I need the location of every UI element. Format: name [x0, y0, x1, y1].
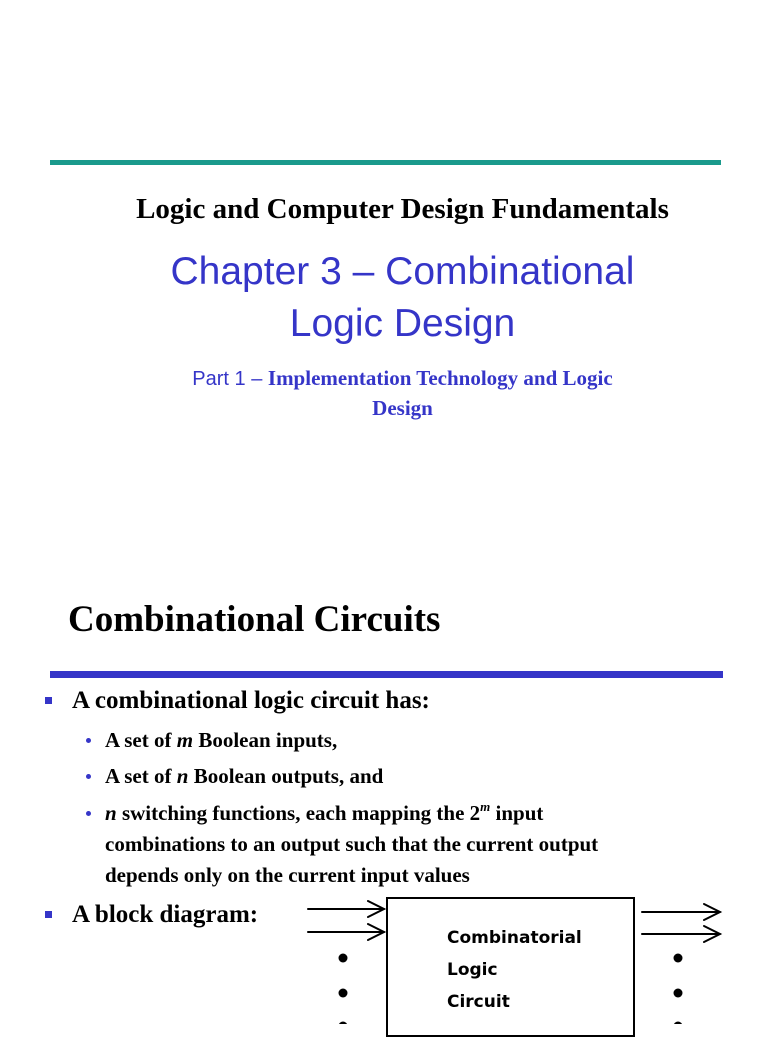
sub-bullet-item	[105, 761, 383, 791]
sub-bullet-item	[105, 798, 543, 828]
round-bullet-icon	[86, 774, 91, 779]
chapter-title	[0, 246, 768, 350]
combinatorial-logic-block	[386, 897, 635, 1037]
variable-m: m	[176, 728, 194, 752]
sub-bullet-text: Boolean inputs,	[193, 728, 338, 752]
sub-bullet-continuation: combinations to an output such that the current output	[105, 832, 599, 856]
part-text-line1: Implementation Technology and Logic	[267, 366, 613, 390]
input-ellipsis-dot	[339, 989, 348, 998]
block-diagram-wires	[0, 880, 768, 1024]
sub-bullet-continuation: depends only on the current input values	[105, 863, 470, 887]
sub-bullet-text: switching functions, each mapping the 2	[116, 801, 481, 825]
input-ellipsis-dot	[339, 954, 348, 963]
sub-bullet-text: A set of	[105, 764, 177, 788]
slide-title: Combinational Circuits	[68, 599, 441, 640]
part-subtitle	[130, 364, 675, 423]
part-prefix: Part 1 –	[192, 368, 268, 390]
chapter-title-line1: Chapter 3 – Combinational	[170, 250, 635, 293]
output-ellipsis-dot	[674, 989, 683, 998]
round-bullet-icon	[86, 738, 91, 743]
block-label-line1: Combinatorial	[447, 928, 582, 948]
square-bullet-icon	[45, 697, 52, 704]
sub-bullet-item	[105, 725, 337, 755]
block-label-line3: Circuit	[447, 992, 510, 1012]
bullet-item: A combinational logic circuit has:	[72, 687, 430, 714]
sub-bullet-text: A set of	[105, 728, 177, 752]
variable-n: n	[105, 801, 117, 825]
chapter-title-line2: Logic Design	[289, 302, 516, 345]
variable-n: n	[176, 764, 189, 788]
output-ellipsis-dot	[674, 954, 683, 963]
course-title: Logic and Computer Design Fundamentals	[136, 193, 669, 225]
superscript-m: m	[480, 799, 491, 814]
sub-bullet-text: input	[490, 801, 544, 825]
round-bullet-icon	[86, 811, 91, 816]
bullet-item: A block diagram:	[72, 901, 259, 928]
block-label-line2: Logic	[447, 960, 498, 980]
part-text-line2: Design	[372, 396, 433, 420]
title-divider	[50, 160, 721, 165]
sub-bullet-text: Boolean outputs, and	[188, 764, 384, 788]
title-underline	[50, 671, 723, 678]
